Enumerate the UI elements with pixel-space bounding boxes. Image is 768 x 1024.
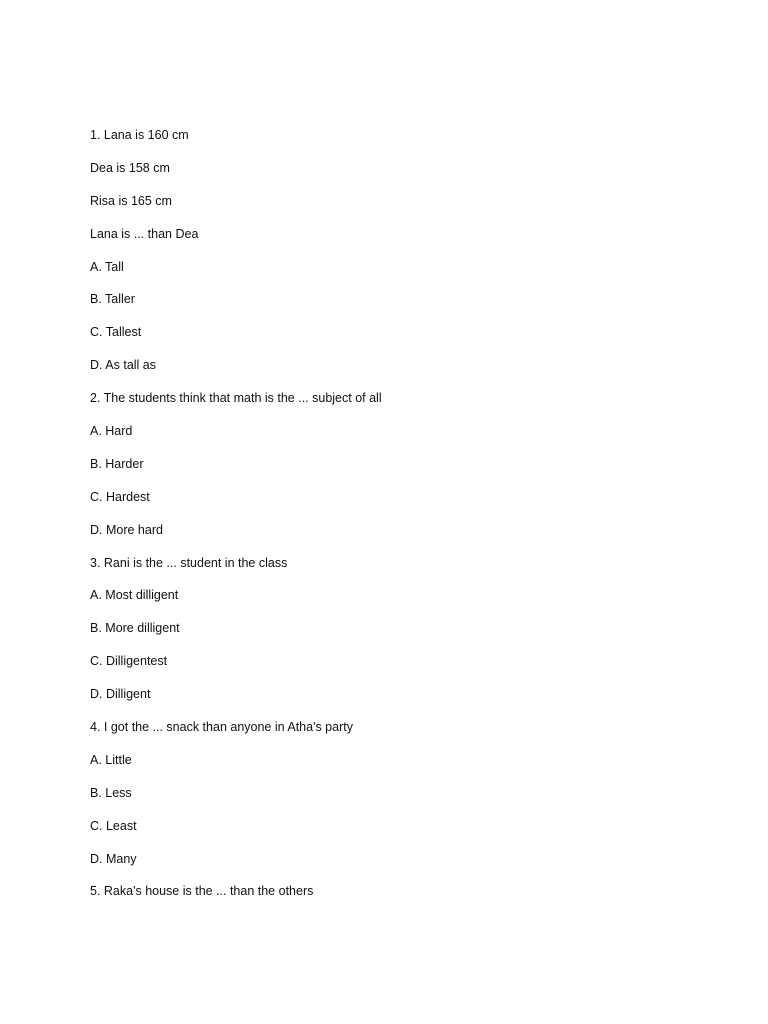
question-1-stem-line-3: Risa is 165 cm (90, 193, 172, 208)
question-1-option-c: C. Tallest (90, 325, 142, 340)
question-3-option-b: B. More dilligent (90, 621, 180, 636)
question-1-stem-line-1: 1. Lana is 160 cm (90, 128, 189, 142)
question-3-option-a: A. Most dilligent (90, 588, 179, 603)
question-2-stem: 2. The students think that math is the ... subject of all (90, 391, 382, 406)
question-3-option-c: C. Dilligentest (90, 654, 168, 669)
question-2-option-a: A. Hard (90, 424, 133, 439)
question-5-stem: 5. Raka's house is the ... than the others (90, 884, 314, 899)
question-4-option-d: D. Many (90, 851, 137, 866)
question-4-option-a: A. Little (90, 752, 132, 767)
question-1-stem-line-2: Dea is 158 cm (90, 160, 170, 175)
question-1-option-a: A. Tall (90, 259, 124, 274)
question-2-option-b: B. Harder (90, 456, 144, 471)
question-2-option-c: C. Hardest (90, 489, 150, 504)
question-3-stem: 3. Rani is the ... student in the class (90, 555, 288, 570)
question-4-stem: 4. I got the ... snack than anyone in Atha's party (90, 720, 353, 735)
question-2-option-d: D. More hard (90, 522, 163, 537)
question-1-stem-line-4: Lana is ... than Dea (90, 226, 199, 241)
question-3-option-d: D. Dilligent (90, 687, 151, 702)
question-1-option-b: B. Taller (90, 292, 135, 307)
question-4-option-b: B. Less (90, 785, 132, 800)
question-1-option-d: D. As tall as (90, 358, 156, 373)
question-list (90, 126, 730, 915)
question-4-option-c: C. Least (90, 818, 137, 833)
